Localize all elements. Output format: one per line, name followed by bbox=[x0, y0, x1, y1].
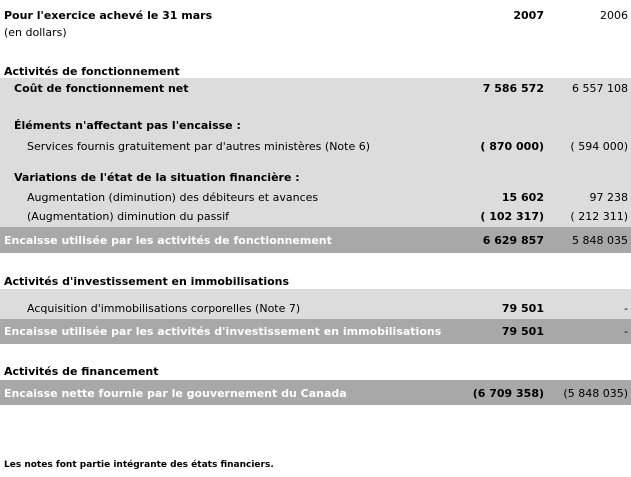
section-title-operating: Activités de fonctionnement bbox=[4, 65, 180, 78]
statement-title: Pour l'exercice achevé le 31 mars bbox=[4, 9, 213, 22]
receivables-2006: 97 238 bbox=[589, 191, 628, 204]
investing-total-2007: 79 501 bbox=[501, 325, 544, 338]
financing-total-2007: (6 709 358) bbox=[472, 387, 544, 400]
liabilities-2007: ( 102 317) bbox=[480, 210, 544, 223]
acquisition-2007: 79 501 bbox=[501, 302, 544, 315]
investing-band bbox=[0, 289, 631, 319]
investing-total-2006: - bbox=[624, 325, 628, 338]
operating-total-row bbox=[0, 227, 631, 253]
operating-total-label: Encaisse utilisée par les activités de fonctionnement bbox=[4, 234, 332, 247]
column-header-2006: 2006 bbox=[600, 9, 628, 22]
operating-band bbox=[0, 78, 631, 227]
changes-heading: Variations de l'état de la situation financière : bbox=[14, 171, 300, 184]
services-2007: ( 870 000) bbox=[480, 140, 544, 153]
investing-total-label: Encaisse utilisée par les activités d'investissement en immobilisations bbox=[4, 325, 442, 338]
section-title-investing: Activités d'investissement en immobilisations bbox=[4, 275, 290, 288]
investing-total-row bbox=[0, 319, 631, 344]
column-header-2007: 2007 bbox=[513, 9, 544, 22]
financing-total-2006: (5 848 035) bbox=[563, 387, 628, 400]
net-cost-label: Coût de fonctionnement net bbox=[14, 82, 189, 95]
units-note: (en dollars) bbox=[4, 26, 67, 39]
footnote: Les notes font partie intégrante des états financiers. bbox=[4, 460, 274, 470]
services-label: Services fournis gratuitement par d'autres ministères (Note 6) bbox=[27, 140, 371, 153]
financing-total-label: Encaisse nette fournie par le gouvernement du Canada bbox=[4, 387, 347, 400]
net-cost-2006: 6 557 108 bbox=[572, 82, 628, 95]
receivables-2007: 15 602 bbox=[501, 191, 544, 204]
financing-total-row bbox=[0, 380, 631, 405]
operating-total-2007: 6 629 857 bbox=[482, 234, 544, 247]
noncash-heading: Éléments n'affectant pas l'encaisse : bbox=[14, 119, 241, 132]
services-2006: ( 594 000) bbox=[570, 140, 628, 153]
section-title-financing: Activités de financement bbox=[4, 365, 159, 378]
net-cost-2007: 7 586 572 bbox=[482, 82, 544, 95]
liabilities-2006: ( 212 311) bbox=[570, 210, 628, 223]
receivables-label: Augmentation (diminution) des débiteurs et avances bbox=[27, 191, 319, 204]
liabilities-label: (Augmentation) diminution du passif bbox=[27, 210, 230, 223]
acquisition-label: Acquisition d'immobilisations corporelles (Note 7) bbox=[27, 302, 301, 315]
acquisition-2006: - bbox=[624, 302, 628, 315]
operating-total-2006: 5 848 035 bbox=[572, 234, 628, 247]
